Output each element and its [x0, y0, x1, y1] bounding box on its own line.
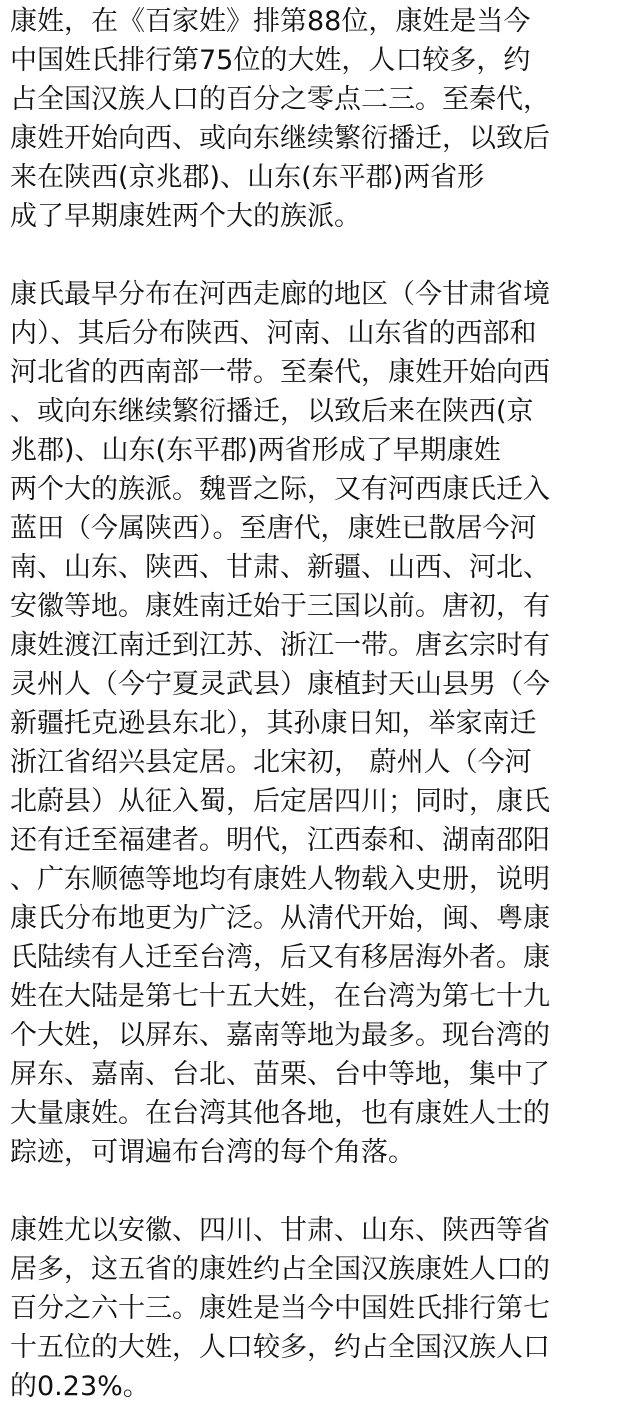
text-line: 还有迁至福建者。明代，江西泰和、湖南邵阳	[10, 825, 550, 856]
text-line: 康姓开始向西、或向东继续繁衍播迁，以致后	[10, 123, 550, 154]
text-line: 占全国汉族人口的百分之零点二三。至秦代，	[10, 84, 550, 115]
text-line: 屏东、嘉南、台北、苗栗、台中等地，集中了	[10, 1059, 550, 1090]
text-line: 康姓渡江南迁到江苏、浙江一带。唐玄宗时有	[10, 630, 550, 661]
text-line: 、或向东继续繁衍播迁，以致后来在陕西(京	[10, 396, 534, 427]
text-line: 蓝田（今属陕西）。至唐代，康姓已散居今河	[10, 513, 537, 544]
text-line: 氏陆续有人迁至台湾，后又有移居海外者。康	[10, 942, 550, 973]
text-line: 兆郡)、山东(东平郡)两省形成了早期康姓	[10, 435, 501, 466]
text-line: 十五位的大姓，人口较多，约占全国汉族人口	[10, 1332, 550, 1363]
text-line: 大量康姓。在台湾其他各地，也有康姓人士的	[10, 1098, 550, 1129]
text-line: 成了早期康姓两个大的族派。	[10, 201, 361, 232]
text-line: 、广东顺德等地均有康姓人物载入史册，说明	[10, 864, 550, 895]
text-line: 安徽等地。康姓南迁始于三国以前。唐初，有	[10, 591, 550, 622]
text-line: 个大姓，以屏东、嘉南等地为最多。现台湾的	[10, 1020, 550, 1051]
text-line: 北蔚县）从征入蜀，后定居四川；同时，康氏	[10, 786, 550, 817]
text-line: 居多，这五省的康姓约占全国汉族康姓人口的	[10, 1254, 550, 1285]
text-line: 灵州人（今宁夏灵武县）康植封天山县男（今	[10, 669, 550, 700]
text-line: 浙江省绍兴县定居。北宋初， 蔚州人（今河	[10, 747, 532, 778]
text-line: 新疆托克逊县东北），其孙康日知，举家南迁	[10, 708, 537, 739]
text-line: 河北省的西南部一带。至秦代，康姓开始向西	[10, 357, 550, 388]
text-line: 姓在大陆是第七十五大姓，在台湾为第七十九	[10, 981, 550, 1012]
text-line: 内）、其后分布陕西、河南、山东省的西部和	[10, 318, 537, 349]
text-line: 南、山东、陕西、甘肃、新疆、山西、河北、	[10, 552, 550, 583]
text-line: 康氏分布地更为广泛。从清代开始，闽、粤康	[10, 903, 550, 934]
text-line: 中国姓氏排行第75位的大姓，人口较多，约	[10, 45, 531, 76]
text-line: 踪迹，可谓遍布台湾的每个角落。	[10, 1137, 415, 1168]
text-line: 两个大的族派。魏晋之际，又有河西康氏迁入	[10, 474, 550, 505]
text-line: 百分之六十三。康姓是当今中国姓氏排行第七	[10, 1293, 550, 1324]
text-line: 康氏最早分布在河西走廊的地区（今甘肃省境	[10, 279, 550, 310]
text-line: 康姓，在《百家姓》排第88位，康姓是当今	[10, 6, 531, 37]
text-line: 来在陕西(京兆郡)、山东(东平郡)两省形	[10, 162, 485, 193]
text-line: 的0.23%。	[10, 1371, 150, 1402]
text-line: 康姓尤以安徽、四川、甘肃、山东、陕西等省	[10, 1215, 550, 1246]
